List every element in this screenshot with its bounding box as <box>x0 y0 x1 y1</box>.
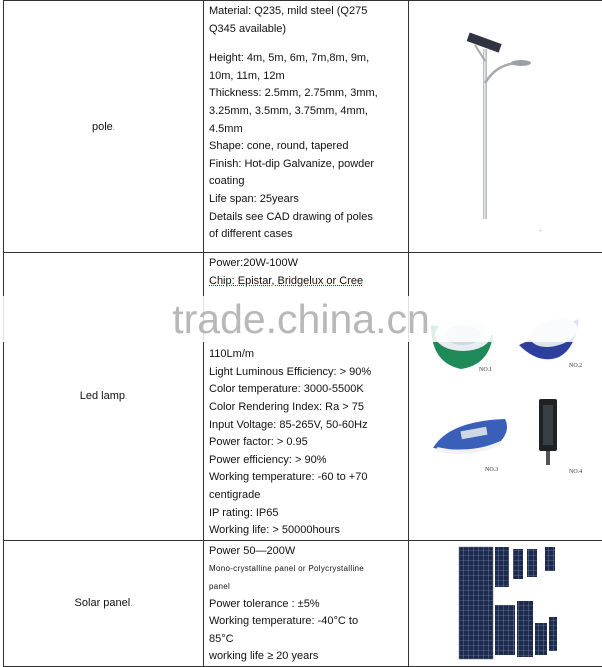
row-desc-cell <box>204 540 409 666</box>
spec-line: Chip: Epistar, Bridgelux or Cree <box>209 273 404 291</box>
spec-line: IP rating: IP65 <box>209 505 404 523</box>
spec-line: working life ≥ 20 years <box>209 648 404 666</box>
spec-line: Thickness: 2.5mm, 2.75mm, 3mm, <box>209 85 404 103</box>
spec-line: 3.25mm, 3.5mm, 3.75mm, 4mm, <box>209 103 404 121</box>
spec-line: Power 50—200W <box>209 543 404 561</box>
pole-image-cell <box>409 1 602 253</box>
spacer <box>209 38 404 50</box>
spec-line: Power factor: > 0.95 <box>209 434 404 452</box>
spec-line: of different cases <box>209 226 404 244</box>
lamp-label: NO.3 <box>485 467 498 473</box>
lamp-label: NO.2 <box>569 363 582 369</box>
lamp-label: NO.1 <box>479 367 492 373</box>
spec-line: Working temperature: -60 to +70 <box>209 469 404 487</box>
solar-panels-image <box>409 541 602 665</box>
solar-panel-image-cell <box>409 540 602 666</box>
row-name-cell: Solar panel. <box>4 540 204 666</box>
spec-line: Color temperature: 3000-5500K <box>209 381 404 399</box>
spec-line: Power tolerance : ±5% <box>209 596 404 614</box>
table-row-solar-panel <box>4 540 602 666</box>
led-lamps-image <box>409 253 602 533</box>
row-desc-cell <box>204 1 409 253</box>
spec-line: Q345 available) <box>209 21 404 39</box>
spec-line: Material: Q235, mild steel (Q275 <box>209 3 404 21</box>
spec-line: Input Voltage: 85-265V, 50-60Hz <box>209 417 404 435</box>
row-name: Solar panel <box>75 597 131 609</box>
spec-line: Height: 4m, 5m, 6m, 7m,8m, 9m, <box>209 50 404 68</box>
spec-line: Mono-crystalline panel or Polycrystalline <box>209 560 404 578</box>
spec-line: Working life: > 50000hours <box>209 522 404 540</box>
spec-line: 85°C <box>209 631 404 649</box>
image-mark: . <box>540 227 542 233</box>
led-lamp-4-icon <box>539 399 557 465</box>
street-light-pole-image <box>409 1 602 251</box>
lamp-label: NO.4 <box>569 469 582 475</box>
row-name: pole <box>92 121 113 133</box>
spec-line: Color Rendering Index: Ra > 75 <box>209 399 404 417</box>
spec-line: coating <box>209 173 404 191</box>
spec-line: Power efficiency: > 90% <box>209 452 404 470</box>
spec-line: Life span: 25years <box>209 191 404 209</box>
row-name-cell: pole. <box>4 1 204 253</box>
spec-line: 4.5mm <box>209 121 404 139</box>
spec-line: Working temperature: -40°C to <box>209 613 404 631</box>
row-name: Led lamp <box>80 390 125 402</box>
spec-line: 110Lm/m <box>209 346 404 364</box>
led-lamp-3-icon <box>433 419 507 452</box>
spec-line: Finish: Hot-dip Galvanize, powder <box>209 156 404 174</box>
watermark: trade.china.cn <box>0 296 602 342</box>
spec-line: panel <box>209 578 404 596</box>
spec-line: Power:20W-100W <box>209 255 404 273</box>
spec-line: Shape: cone, round, tapered <box>209 138 404 156</box>
row-name-cell: Led lamp. <box>4 253 204 541</box>
spec-line: Light Luminous Efficiency: > 90% <box>209 364 404 382</box>
table-row-pole <box>4 1 602 253</box>
spec-line: centigrade <box>209 487 404 505</box>
spec-line: 10m, 11m, 12m <box>209 68 404 86</box>
spec-line: Details see CAD drawing of poles <box>209 209 404 227</box>
